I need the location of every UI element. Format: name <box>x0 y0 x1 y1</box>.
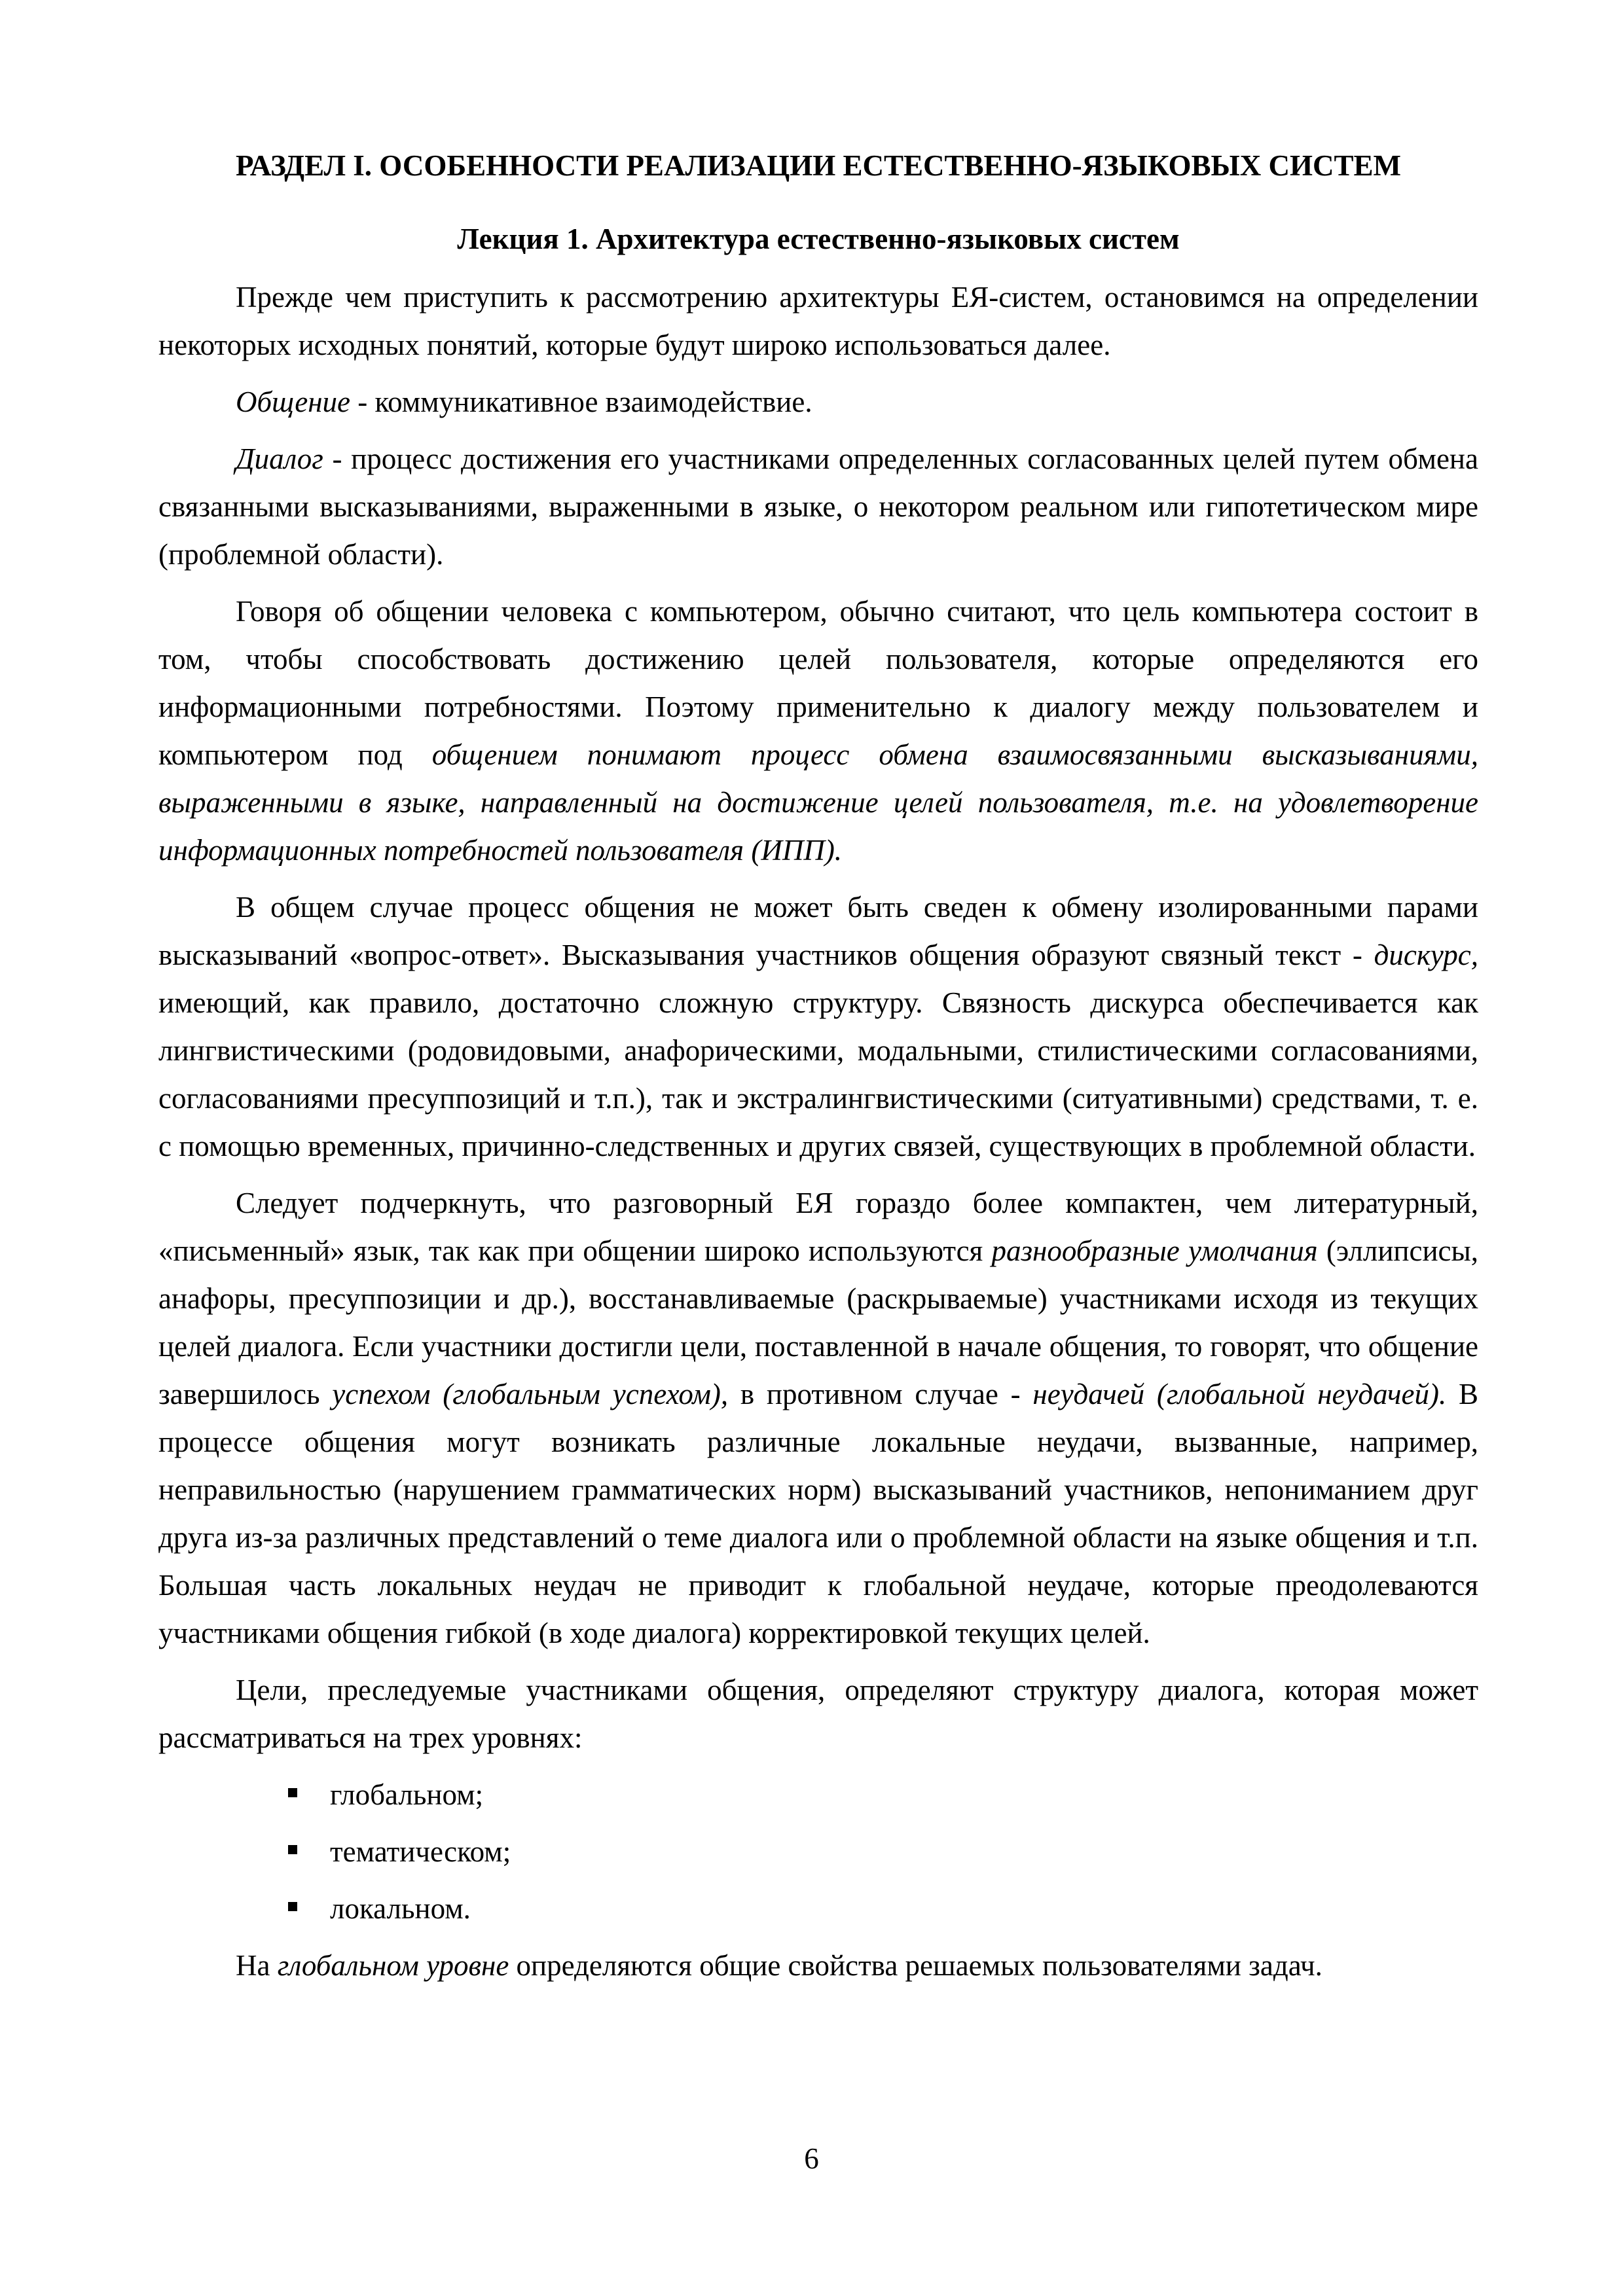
square-bullet-icon <box>288 1902 297 1911</box>
term-global-level: глобальном уровне <box>277 1949 509 1982</box>
paragraph-human-computer <box>158 588 1478 874</box>
page-content <box>158 143 1478 1990</box>
paragraph-discourse <box>158 884 1478 1170</box>
lecture-title: Лекция 1. Архитектура естественно-языковых систем <box>457 223 1180 255</box>
paragraph-text: (эллипсисы, анафоры, пресуппозиции и др.), восстанавливаемые (раскрываемые) участниками исходя из текущих целей диалога. Если участники достигли цели, поставленной в начале общения, то говорят, что общение завершилось <box>158 1234 1478 1410</box>
page-number: 6 <box>804 2142 819 2175</box>
paragraph-dialog-definition <box>158 435 1478 579</box>
paragraph-dialog-levels: Цели, преследуемые участниками общения, определяют структуру диалога, которая может рассматриваться на трех уровнях: <box>158 1674 1478 1754</box>
paragraph-global-level <box>158 1942 1478 1990</box>
paragraph-text: Следует подчеркнуть, что разговорный ЕЯ гораздо более компактен, чем литературный, «письменный» язык, так как при общении широко используются <box>158 1187 1478 1267</box>
term-success: успехом (глобальным успехом), <box>332 1378 729 1410</box>
term-dialog: Диалог <box>236 442 323 475</box>
definition-text: - коммуникативное взаимодействие. <box>350 386 812 418</box>
paragraph-text: В процессе общения могут возникать различные локальные неудачи, вызванные, например, неправильностью (нарушением грамматических норм) высказываний участников, непониманием друг друга из-за различных представлений о теме диалога или о проблемной области на языке общения и т.п. Большая часть локальных неудач не приводит к глобальной неудаче, которые преодолеваются участниками общения гибкой (в ходе диалога) корректировкой текущих целей. <box>158 1378 1478 1649</box>
square-bullet-icon <box>288 1788 297 1797</box>
paragraph-text: определяются общие свойства решаемых пользователями задач. <box>509 1949 1322 1982</box>
term-defaults: разнообразные умолчания <box>991 1234 1318 1267</box>
list-item-text: тематическом; <box>330 1835 511 1868</box>
levels-list <box>158 1771 1478 1933</box>
term-communication: Общение <box>236 386 350 418</box>
paragraph-text: в противном случае - <box>728 1378 1033 1410</box>
list-item-text: локальном. <box>330 1892 471 1925</box>
paragraph-intro: Прежде чем приступить к рассмотрению архитектуры ЕЯ-систем, остановимся на определении некоторых исходных понятий, которые будут широко использоваться далее. <box>158 281 1478 361</box>
term-failure: неудачей (глобальной неудачей). <box>1032 1378 1447 1410</box>
paragraph-text: Говоря об общении человека с компьютером, обычно считают, что цель компьютера состоит в том, чтобы способствовать достижению целей пользователя, которые определяются его информационными потребностями. Поэтому применительно к диалогу между пользователем и компьютером под <box>158 595 1478 771</box>
term-discourse: дискурс, <box>1374 939 1478 971</box>
paragraph-text: В общем случае процесс общения не может быть сведен к обмену изолированными парами высказываний «вопрос-ответ». Высказывания участников общения образуют связный текст - <box>158 891 1478 971</box>
section-title: РАЗДЕЛ I. ОСОБЕННОСТИ РЕАЛИЗАЦИИ ЕСТЕСТВЕННО-ЯЗЫКОВЫХ СИСТЕМ <box>236 149 1401 182</box>
list-item <box>158 1771 1478 1819</box>
list-item-text: глобальном; <box>330 1778 484 1811</box>
list-item <box>158 1885 1478 1933</box>
paragraph-communication-definition <box>158 378 1478 426</box>
italic-definition: общением понимают процесс обмена взаимосвязанными высказываниями, выраженными в языке, направленный на достижение целей пользователя, т.е. на удовлетворение информационных потребностей пользователя (ИПП). <box>158 738 1478 867</box>
definition-text: - процесс достижения его участниками определенных согласованных целей путем обмена связанными высказываниями, выраженными в языке, о некотором реальном или гипотетическом мире (проблемной области). <box>158 442 1478 571</box>
paragraph-colloquial-language <box>158 1179 1478 1657</box>
square-bullet-icon <box>288 1845 297 1854</box>
paragraph-text: имеющий, как правило, достаточно сложную структуру. Связность дискурса обеспечивается как лингвистическими (родовидовыми, анафорическими, модальными, стилистическими согласованиями, согласованиями пресуппозиций и т.п.), так и экстралингвистическими (ситуативными) средствами, т. е. с помощью временных, причинно-следственных и других связей, существующих в проблемной области. <box>158 986 1478 1162</box>
list-item <box>158 1828 1478 1876</box>
paragraph-text: На <box>236 1949 278 1982</box>
